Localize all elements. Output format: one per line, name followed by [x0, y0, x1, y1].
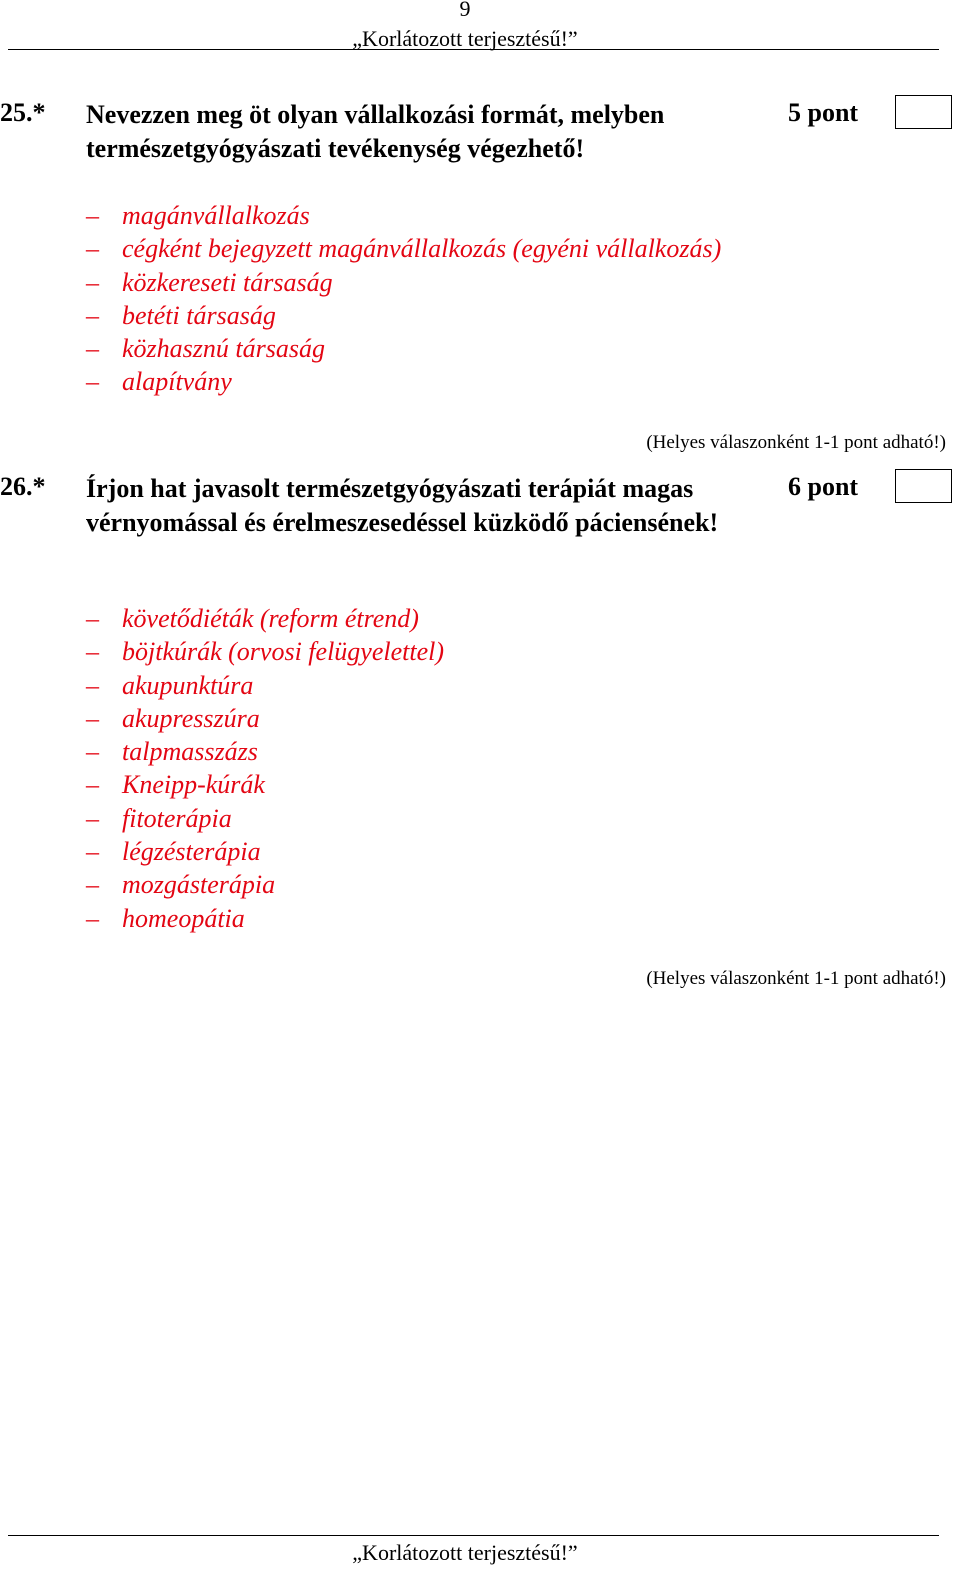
dash-icon: –	[86, 803, 99, 833]
dash-icon: –	[86, 870, 99, 900]
dash-icon: –	[86, 637, 99, 667]
task-question: Nevezzen meg öt olyan vállalkozási formát, melyben természetgyógyászati tevékenység végezhető!	[86, 100, 665, 163]
list-item: – böjtkúrák (orvosi felügyelettel)	[86, 637, 445, 667]
list-item: – betéti társaság	[86, 300, 276, 330]
list-item: – légzésterápia	[86, 837, 261, 867]
dash-icon: –	[86, 837, 99, 867]
list-item: – talpmasszázs	[86, 737, 258, 767]
list-item: – közkereseti társaság	[86, 267, 333, 297]
dash-icon: –	[86, 234, 99, 264]
header-divider	[8, 49, 939, 50]
list-item: – magánvállalkozás	[86, 201, 310, 230]
task-question: Írjon hat javasolt természetgyógyászati terápiát magas vérnyomással és érelmeszesedéssel küzködő páciensének!	[86, 474, 719, 537]
scoring-note: (Helyes válaszonként 1-1 pont adható!)	[646, 968, 946, 989]
header-title: „Korlátozott terjesztésű!”	[352, 26, 578, 51]
list-item: – cégként bejegyzett magánvállalkozás (egyéni vállalkozás)	[86, 234, 722, 264]
footer-title: „Korlátozott terjesztésű!”	[352, 1540, 578, 1565]
dash-icon: –	[86, 300, 99, 330]
dash-icon: –	[86, 770, 99, 800]
footer-divider	[8, 1535, 939, 1536]
dash-icon: –	[86, 604, 99, 633]
task-number: 26.*	[0, 472, 46, 501]
task-points: 6 pont	[788, 472, 859, 501]
dash-icon: –	[86, 201, 99, 230]
task-points: 5 pont	[788, 98, 859, 127]
list-item: – Kneipp-kúrák	[86, 770, 265, 800]
list-item: – mozgásterápia	[86, 870, 276, 900]
answer-list-26	[86, 602, 444, 935]
scoring-note: (Helyes válaszonként 1-1 pont adható!)	[646, 432, 946, 453]
list-item: – akupunktúra	[86, 670, 254, 700]
list-item: – alapítvány	[86, 367, 232, 397]
list-item: – homeopátia	[86, 903, 245, 933]
dash-icon: –	[86, 903, 99, 933]
score-box[interactable]	[895, 469, 952, 503]
task-number: 25.*	[0, 98, 46, 127]
score-box[interactable]	[895, 95, 952, 129]
list-item: – követődiéták (reform étrend)	[86, 604, 419, 633]
dash-icon: –	[86, 670, 99, 700]
dash-icon: –	[86, 703, 99, 733]
page-number: 9	[459, 0, 471, 21]
dash-icon: –	[86, 334, 99, 364]
dash-icon: –	[86, 367, 99, 397]
dash-icon: –	[86, 737, 99, 767]
list-item: – közhasznú társaság	[86, 334, 325, 364]
dash-icon: –	[86, 267, 99, 297]
answer-list-25	[86, 199, 721, 399]
list-item: – akupresszúra	[86, 703, 260, 733]
list-item: – fitoterápia	[86, 803, 232, 833]
